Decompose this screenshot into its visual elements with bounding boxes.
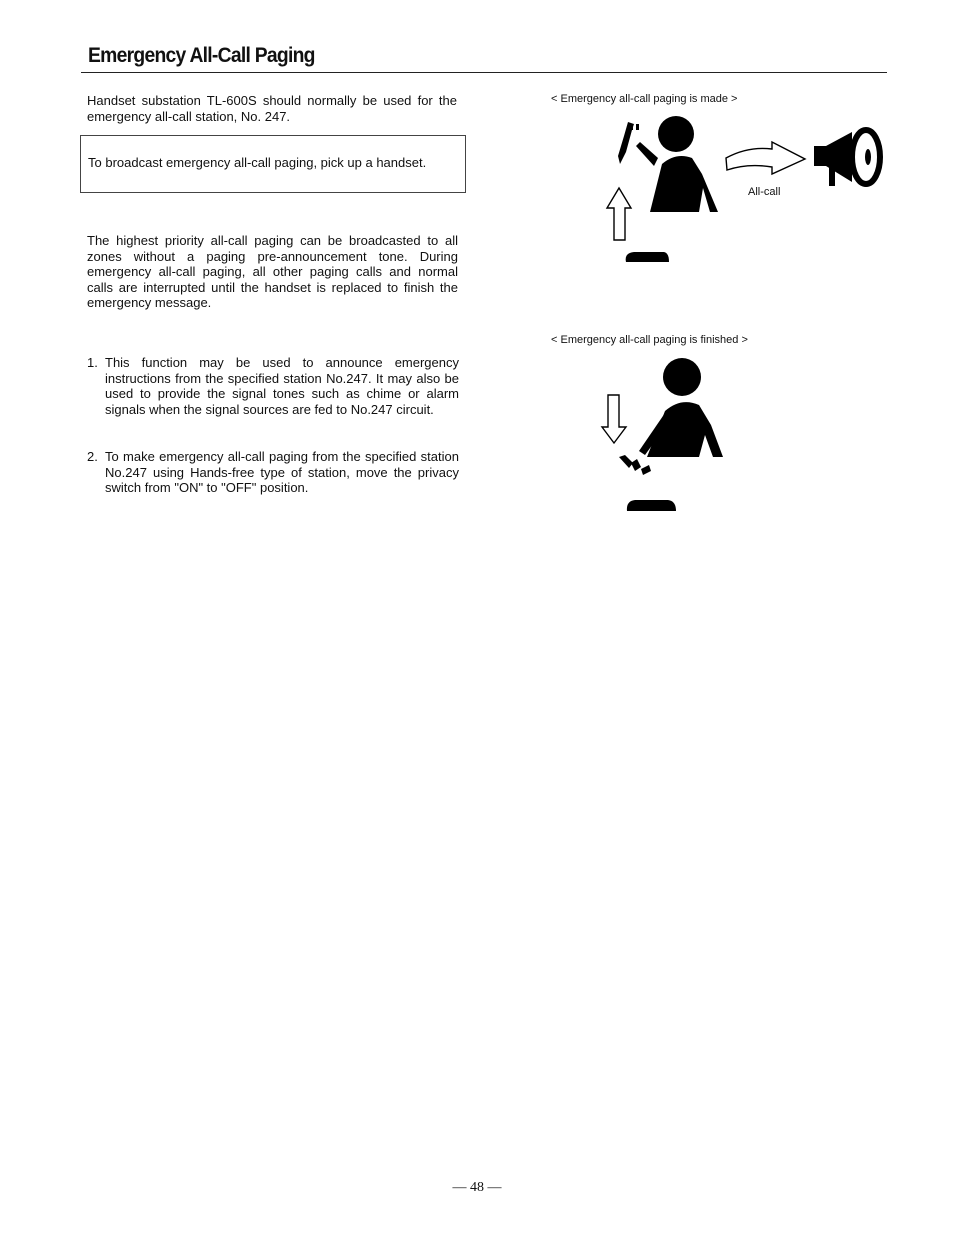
phone-base-icon	[627, 500, 676, 511]
note-number: 1.	[87, 355, 98, 370]
megaphone-icon	[814, 130, 880, 186]
person-handset-down-icon	[619, 358, 723, 475]
note-item	[87, 449, 459, 496]
title-rule	[81, 72, 887, 73]
allcall-label: All-call	[748, 186, 781, 198]
person-handset-up-icon	[618, 116, 718, 212]
paging-made-figure	[600, 112, 890, 272]
instruction-box	[80, 135, 466, 193]
figure-caption-made: < Emergency all-call paging is made >	[551, 93, 738, 105]
note-text: This function may be used to announce emergency instructions from the specified station No.247. It may also be used to provide the signal tones such as chime or alarm signals when the signal sources are fed to No.247 circuit.	[105, 355, 459, 417]
note-number: 2.	[87, 449, 98, 464]
intro-paragraph: Handset substation TL-600S should normally be used for the emergency all-call station, No. 247.	[87, 93, 457, 124]
phone-base-icon	[626, 252, 669, 262]
figure-caption-finished: < Emergency all-call paging is finished >	[551, 334, 748, 346]
paging-finished-figure	[595, 355, 735, 515]
instruction-text: To broadcast emergency all-call paging, pick up a handset.	[88, 155, 427, 170]
arrow-up-icon	[607, 188, 631, 240]
arrow-down-icon	[602, 395, 626, 443]
arrow-right-icon	[726, 142, 805, 174]
page-number: — 48 —	[452, 1180, 502, 1195]
page-title: Emergency All-Call Paging	[88, 44, 315, 67]
note-item	[87, 355, 459, 417]
note-text: To make emergency all-call paging from the specified station No.247 using Hands-free type of station, move the privacy switch from "ON" to "OFF" position.	[105, 449, 459, 495]
description-paragraph: The highest priority all-call paging can be broadcasted to all zones without a paging pre-announcement tone. During emergency all-call paging, all other paging calls and normal calls are interrupted until the handset is replaced to finish the emergency message.	[87, 233, 458, 310]
